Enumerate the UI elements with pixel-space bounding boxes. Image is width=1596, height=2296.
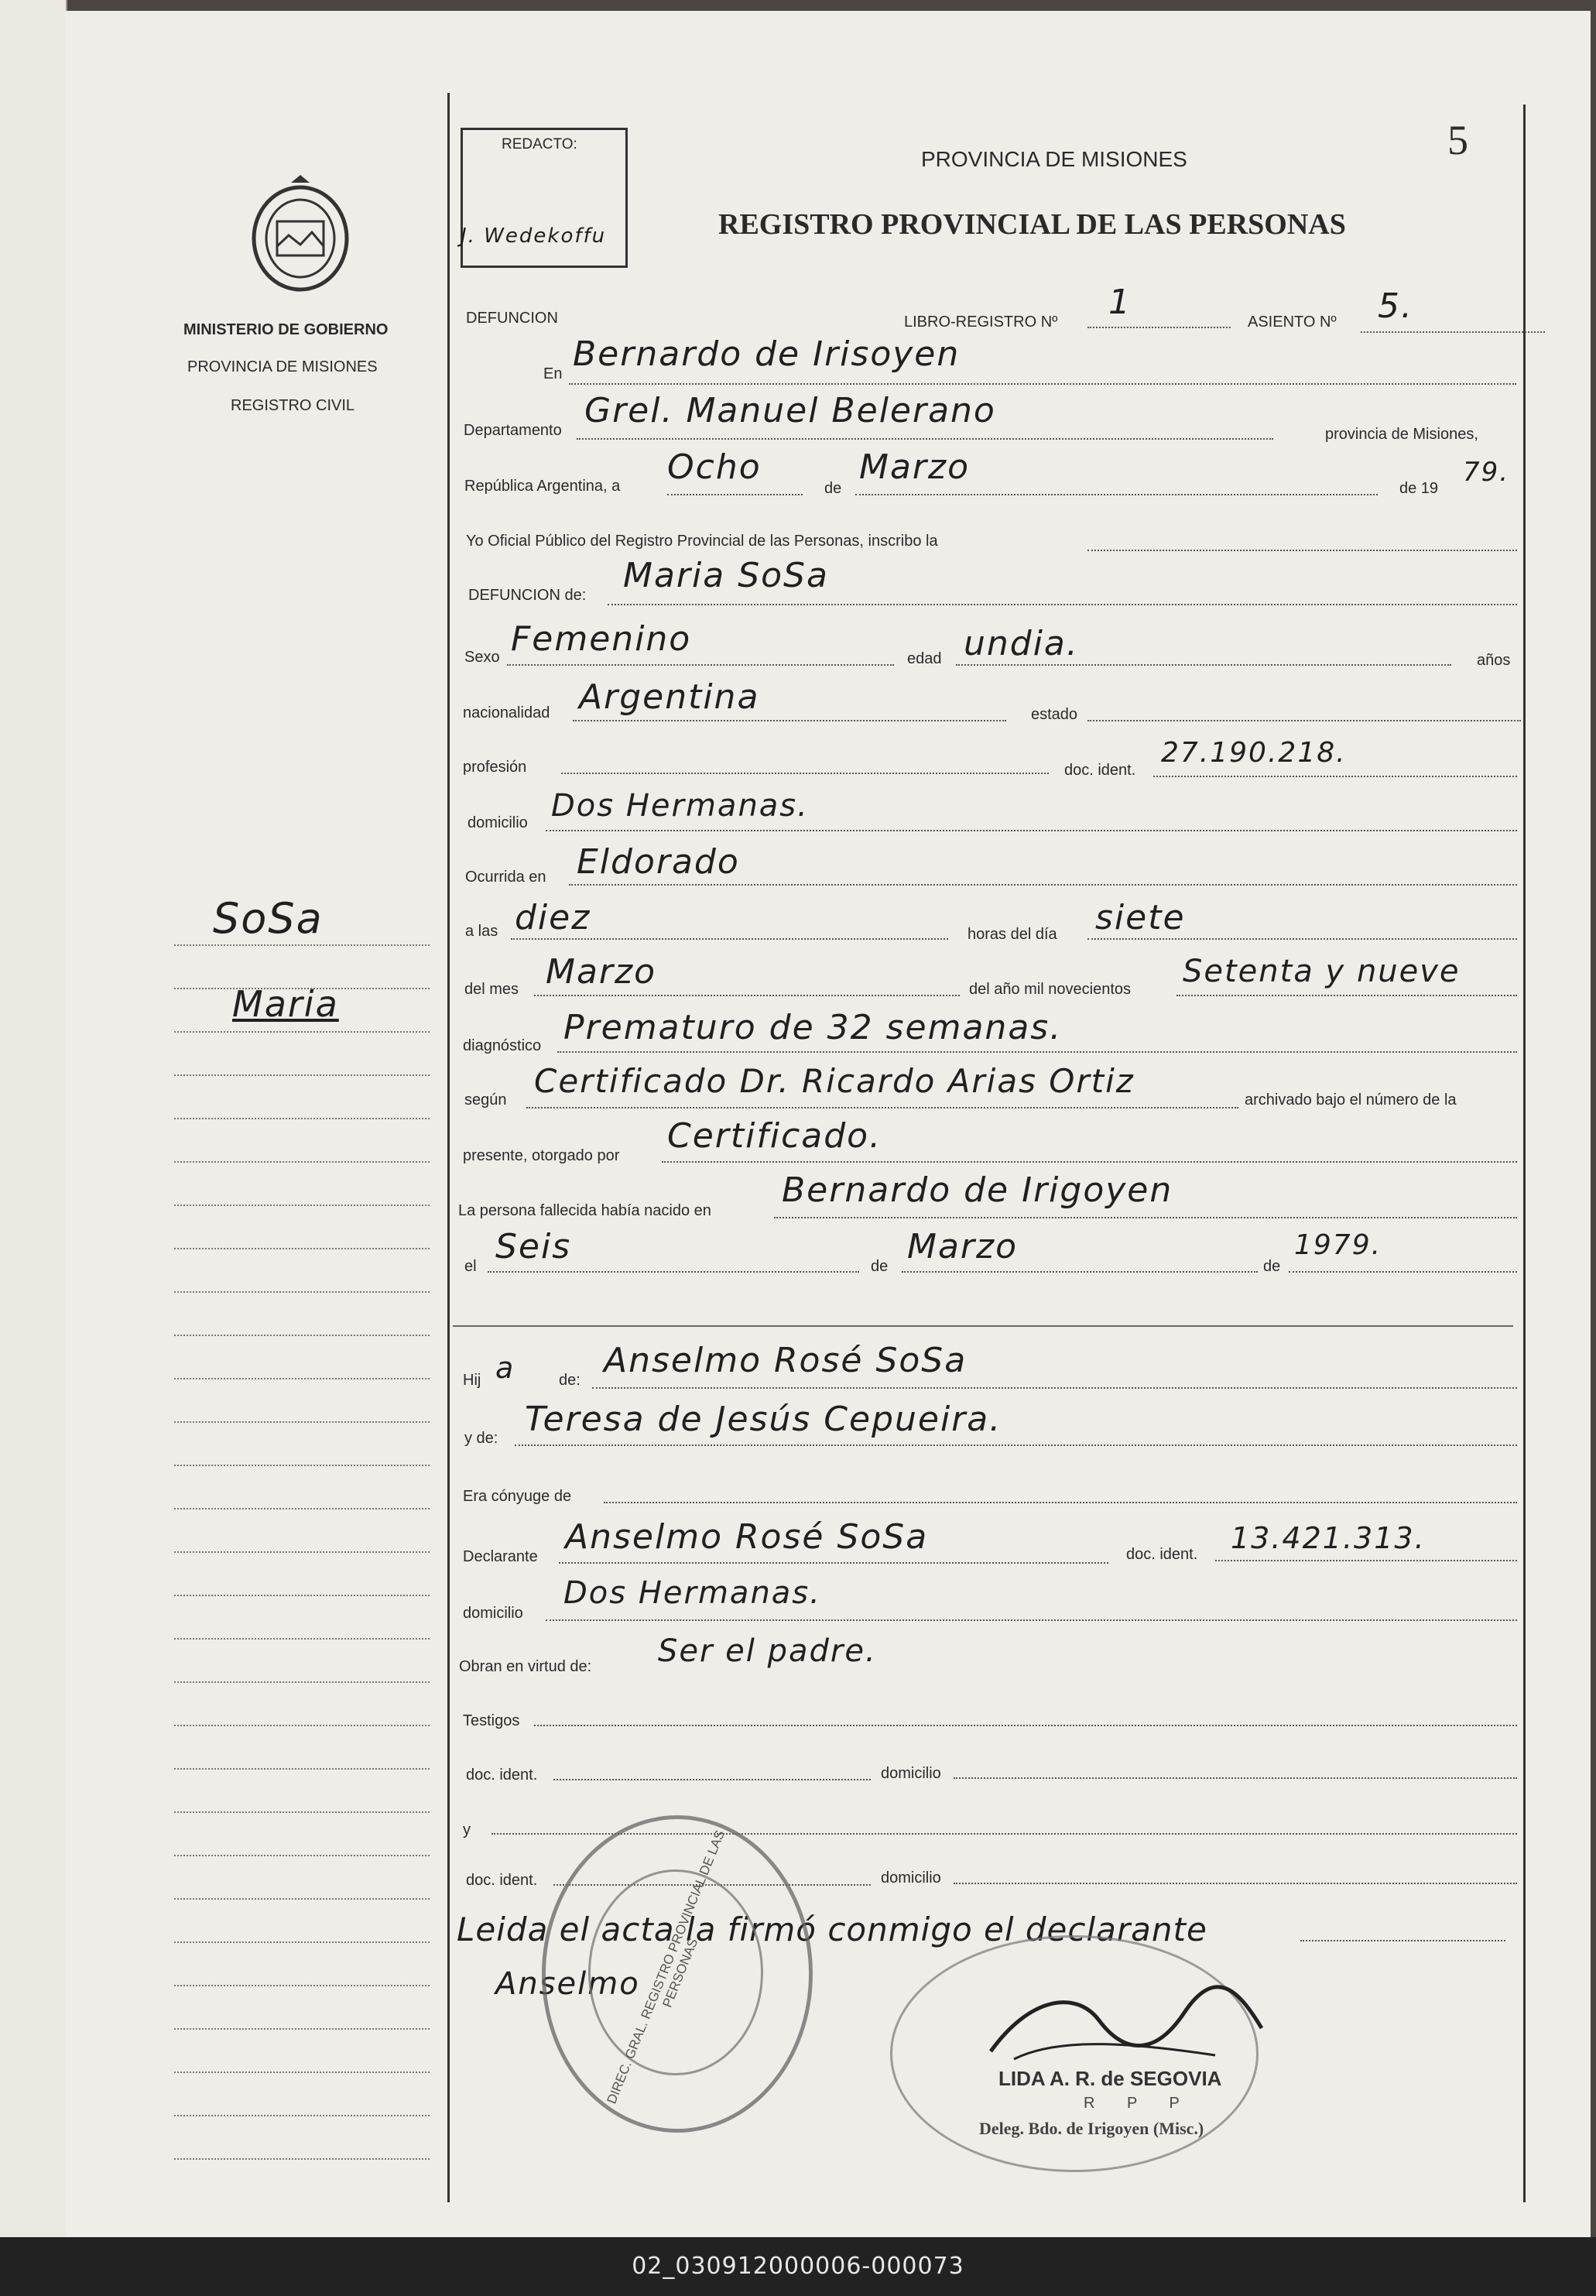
book-binding xyxy=(0,0,67,2237)
diagnostico-value: Prematuro de 32 semanas. xyxy=(563,1008,1063,1047)
nacionalidad-value: Argentina xyxy=(579,677,760,717)
alas-line xyxy=(511,938,948,940)
margin-rule xyxy=(174,1421,430,1423)
domicilio-line xyxy=(546,830,1517,831)
declarante-label: Declarante xyxy=(463,1548,538,1565)
scan-footer xyxy=(0,2237,1596,2296)
nacionalidad-label: nacionalidad xyxy=(463,704,550,721)
scan-id: 02_030912000006-000073 xyxy=(632,2253,964,2280)
hij-line xyxy=(592,1387,1517,1389)
nacionalidad-line xyxy=(573,720,1006,721)
presente-line xyxy=(662,1161,1517,1163)
alas-label: a las xyxy=(465,923,498,940)
provincia-suffix: provincia de Misiones, xyxy=(1325,426,1478,443)
header-province: PROVINCIA DE MISIONES xyxy=(921,147,1187,171)
delmes-value: Marzo xyxy=(546,952,657,992)
sexo-value: Femenino xyxy=(511,619,692,659)
doc-ident2-line xyxy=(1215,1560,1517,1561)
y-label: y xyxy=(463,1821,471,1839)
margin-name: Maria xyxy=(232,983,339,1025)
stamp-name: LIDA A. R. de SEGOVIA xyxy=(998,2067,1222,2090)
departamento-value: Grel. Manuel Belerano xyxy=(584,391,996,430)
province-label: PROVINCIA DE MISIONES xyxy=(187,358,378,375)
margin-rule xyxy=(174,944,430,946)
margin-rule xyxy=(174,2158,430,2160)
margin-rule xyxy=(174,1681,430,1683)
hij-label: Hij xyxy=(463,1372,481,1389)
departamento-label: Departamento xyxy=(464,422,562,439)
margin-rule xyxy=(174,1031,430,1033)
hij-value: Anselmo Rosé SoSa xyxy=(604,1341,968,1380)
stamp-role: R P P xyxy=(1084,2095,1194,2112)
republica-label: República Argentina, a xyxy=(464,478,621,495)
edad-label: edad xyxy=(907,650,942,667)
margin-surname: SoSa xyxy=(213,894,324,943)
doc-ident3-line xyxy=(553,1779,871,1780)
doc-ident2-label: doc. ident. xyxy=(1126,1546,1198,1563)
registrar-signature-icon xyxy=(983,1982,1269,2075)
sexo-line xyxy=(507,664,894,666)
anio-mil-label: del año mil novecientos xyxy=(969,981,1132,998)
estado-label: estado xyxy=(1031,706,1078,723)
libro-label: LIBRO-REGISTRO Nº xyxy=(904,314,1058,331)
doc-ident2-value: 13.421.313. xyxy=(1231,1521,1426,1555)
anio2-value: 1979. xyxy=(1294,1229,1382,1261)
defuncion-de-label: DEFUNCION de: xyxy=(468,587,587,604)
estado-line xyxy=(1087,720,1521,721)
de2-label: de xyxy=(871,1258,889,1275)
mes2-value: Marzo xyxy=(907,1227,1019,1266)
alas-value: diez xyxy=(515,898,591,937)
margin-rule xyxy=(174,988,430,989)
testigos-line xyxy=(534,1725,1517,1726)
mes2-line xyxy=(902,1271,1258,1273)
margin-rule xyxy=(174,1465,430,1466)
separator-line xyxy=(453,1325,1513,1327)
header-title: REGISTRO PROVINCIAL DE LAS PERSONAS xyxy=(718,208,1346,241)
yde-label: y de: xyxy=(464,1430,498,1447)
anio-value: 79. xyxy=(1463,457,1510,488)
declarante-line xyxy=(559,1562,1108,1564)
en-line xyxy=(569,383,1516,385)
hij-suffix: a xyxy=(495,1351,515,1385)
horas-line xyxy=(1087,938,1517,940)
doc-ident3-label: doc. ident. xyxy=(466,1767,538,1784)
margin-rule xyxy=(174,1855,430,1856)
presente-value: Certificado. xyxy=(667,1116,882,1156)
presente-label: presente, otorgado por xyxy=(463,1147,620,1164)
margin-rule xyxy=(174,1161,430,1163)
sexo-label: Sexo xyxy=(464,649,500,666)
margin-rule xyxy=(174,1508,430,1510)
anios-label: años xyxy=(1477,652,1511,669)
margin-rule xyxy=(174,1205,430,1206)
margin-rule xyxy=(174,1248,430,1249)
margin-rule xyxy=(174,1335,430,1336)
edad-line xyxy=(956,664,1451,666)
libro-line xyxy=(1087,327,1231,328)
diagnostico-label: diagnóstico xyxy=(463,1037,542,1054)
ministry-label: MINISTERIO DE GOBIERNO xyxy=(183,321,389,338)
delmes-label: del mes xyxy=(464,981,519,998)
domicilio-value: Dos Hermanas. xyxy=(551,788,809,824)
segun-value: Certificado Dr. Ricardo Arias Ortiz xyxy=(534,1062,1135,1100)
el-line xyxy=(488,1271,859,1273)
asiento-line xyxy=(1361,331,1545,333)
archivado-label: archivado bajo el número de la xyxy=(1245,1091,1457,1109)
doc-ident-line xyxy=(1153,776,1517,777)
el-label: el xyxy=(464,1258,477,1275)
de-label: de xyxy=(824,480,842,497)
asiento-value: 5. xyxy=(1378,286,1413,326)
ocurrida-line xyxy=(569,884,1517,886)
margin-rule xyxy=(174,1898,430,1900)
conyuge-label: Era cónyuge de xyxy=(463,1488,572,1505)
anio2-line xyxy=(1289,1271,1517,1273)
margin-rule xyxy=(174,1941,430,1943)
en-value: Bernardo de Irisoyen xyxy=(573,334,961,374)
domicilio3-line xyxy=(954,1777,1517,1779)
domicilio2-line xyxy=(546,1619,1517,1621)
domicilio4-line xyxy=(954,1883,1517,1884)
margin-rule xyxy=(174,2028,430,2030)
yde-line xyxy=(515,1444,1517,1446)
page-left-rule xyxy=(447,93,450,2202)
nacido-line xyxy=(774,1217,1517,1218)
doc-ident-label: doc. ident. xyxy=(1064,762,1136,779)
closing-signature: Anselmo xyxy=(495,1966,640,2002)
departamento-line xyxy=(577,438,1273,440)
domicilio-label: domicilio xyxy=(467,814,528,831)
diagnostico-line xyxy=(557,1051,1517,1053)
mes-line xyxy=(855,494,1378,495)
anio-mil-line xyxy=(1176,995,1517,996)
margin-rule xyxy=(174,1985,430,1986)
nacido-label: La persona fallecida había nacido en xyxy=(458,1202,711,1219)
doc-ident-value: 27.190.218. xyxy=(1161,737,1347,769)
obran-label: Obran en virtud de: xyxy=(459,1658,592,1675)
horas-label: horas del día xyxy=(968,926,1057,943)
type-label: DEFUNCION xyxy=(466,310,558,327)
margin-rule xyxy=(174,1551,430,1553)
horas-value: siete xyxy=(1095,898,1186,937)
page-number: 5 xyxy=(1447,117,1468,163)
margin-rule xyxy=(174,1378,430,1379)
redacto-signature: J. Wedekoffu xyxy=(461,224,607,248)
stamp-office: Deleg. Bdo. de Irigoyen (Misc.) xyxy=(979,2119,1204,2138)
margin-rule xyxy=(174,2072,430,2073)
registry-label: REGISTRO CIVIL xyxy=(231,397,355,414)
yde-value: Teresa de Jesús Cepueira. xyxy=(525,1400,1002,1439)
mes-value: Marzo xyxy=(859,447,971,487)
margin-rule xyxy=(174,1595,430,1596)
seal-text: DIREC. GRAL. REGISTRO PROVINCIAL DE LAS PERSONAS xyxy=(604,1828,728,2106)
defuncion-de-value: Maria SoSa xyxy=(623,556,829,595)
libro-value: 1 xyxy=(1108,283,1132,322)
margin-rule xyxy=(174,1291,430,1293)
margin-rule xyxy=(174,1725,430,1726)
closing-text: Leida el acta la firmó conmigo el declarante xyxy=(457,1910,1207,1948)
dia-value: Ocho xyxy=(667,447,762,487)
closing-line xyxy=(1300,1940,1505,1941)
delmes-line xyxy=(534,995,960,996)
margin-rule xyxy=(174,1118,430,1119)
domicilio2-label: domicilio xyxy=(463,1605,523,1622)
obran-value: Ser el padre. xyxy=(658,1633,877,1669)
testigos-label: Testigos xyxy=(463,1712,520,1729)
el-value: Seis xyxy=(495,1227,572,1266)
margin-rule xyxy=(174,1638,430,1640)
margin-rule xyxy=(174,1768,430,1770)
oficial-line xyxy=(1087,550,1517,551)
dia-line xyxy=(667,494,803,495)
margin-rule xyxy=(174,2115,430,2116)
profesion-line xyxy=(561,773,1049,774)
declarante-value: Anselmo Rosé SoSa xyxy=(565,1517,929,1557)
nacido-value: Bernardo de Irigoyen xyxy=(782,1170,1173,1210)
segun-label: según xyxy=(464,1091,507,1109)
conyuge-line xyxy=(604,1502,1517,1503)
redacto-label: REDACTO: xyxy=(502,136,577,152)
oficial-text: Yo Oficial Público del Registro Provincial de las Personas, inscribo la xyxy=(466,533,938,550)
profesion-label: profesión xyxy=(463,759,527,776)
ocurrida-label: Ocurrida en xyxy=(465,869,546,886)
defuncion-de-line xyxy=(608,604,1517,605)
de3-label: de xyxy=(1263,1258,1281,1275)
ocurrida-value: Eldorado xyxy=(577,842,740,882)
de19-label: de 19 xyxy=(1399,480,1439,497)
segun-line xyxy=(526,1107,1238,1109)
margin-rule xyxy=(174,1074,430,1076)
domicilio4-label: domicilio xyxy=(881,1869,941,1886)
hij-de-label: de: xyxy=(559,1372,581,1389)
en-label: En xyxy=(543,365,563,382)
edad-value: undia. xyxy=(964,624,1079,663)
anio-mil-value: Setenta y nueve xyxy=(1183,954,1461,989)
page-right-rule xyxy=(1523,105,1526,2202)
coat-of-arms-icon xyxy=(246,175,354,297)
margin-rule xyxy=(174,1811,430,1813)
domicilio2-value: Dos Hermanas. xyxy=(563,1575,821,1611)
asiento-label: ASIENTO Nº xyxy=(1248,314,1337,331)
domicilio3-label: domicilio xyxy=(881,1765,941,1782)
doc-ident4-label: doc. ident. xyxy=(466,1872,538,1889)
